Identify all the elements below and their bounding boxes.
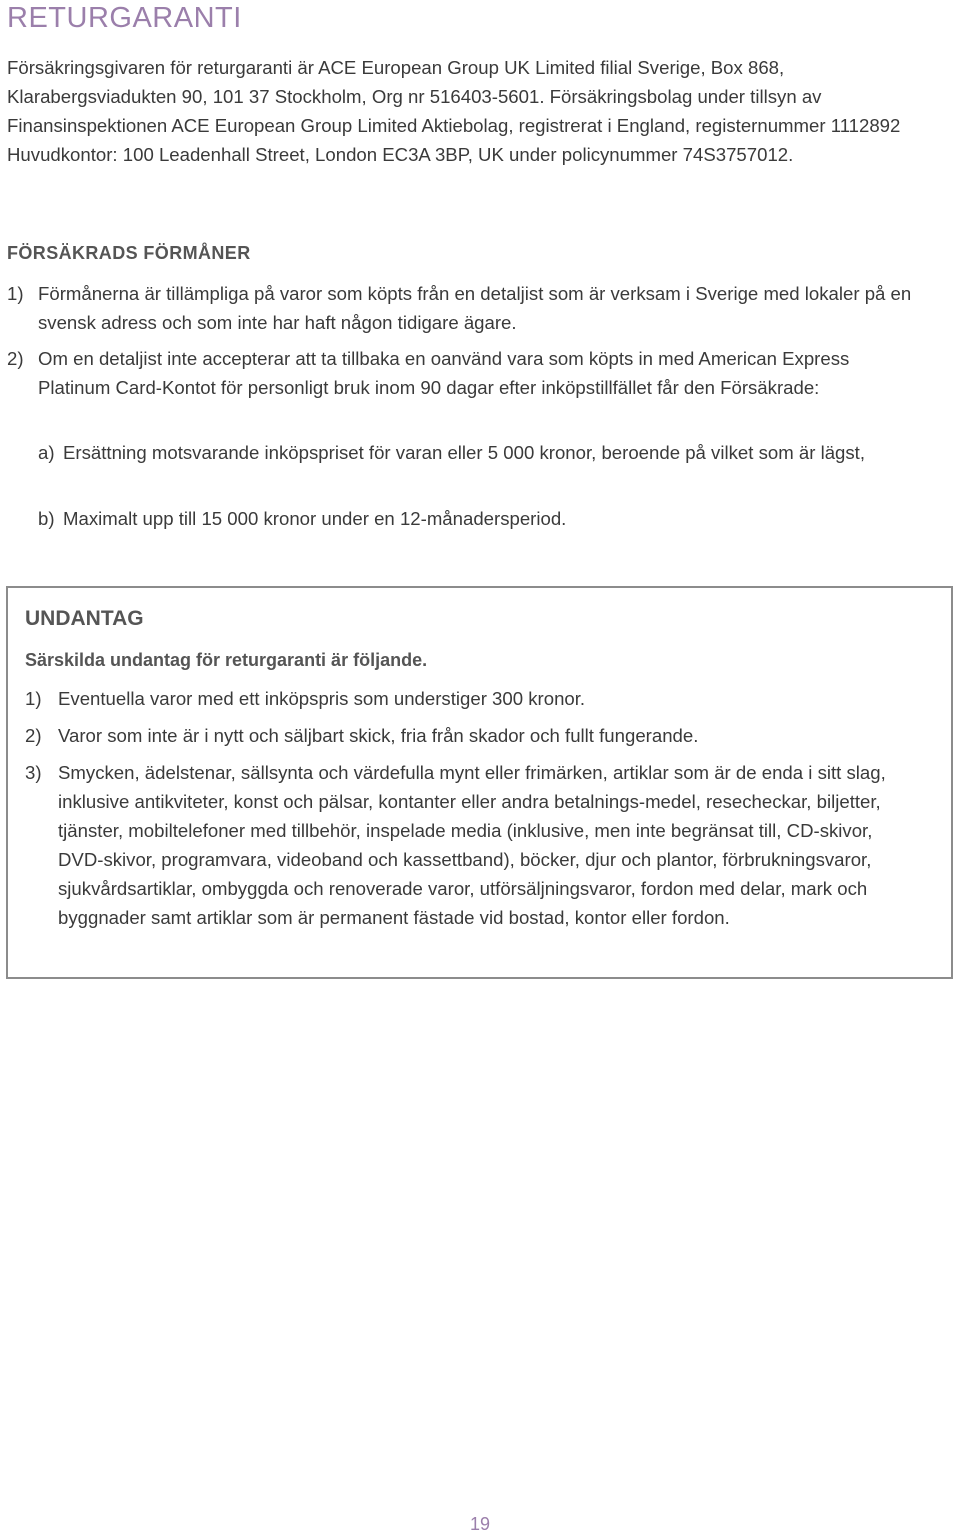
- page-number: 19: [469, 1514, 491, 1534]
- list-number: 2): [7, 348, 24, 369]
- exclusion-item-3: [25, 758, 905, 932]
- list-number: 1): [7, 283, 24, 304]
- benefit-item-2: [7, 344, 922, 402]
- exclusion-item-2: [25, 721, 905, 750]
- benefit-item-1: [7, 279, 922, 337]
- list-item-text: Smycken, ädelstenar, sällsynta och värdefulla mynt eller frimärken, artiklar som är de enda i sitt slag, inklusive antikviteter, konst och pälsar, kontanter eller andra betalnings-medel, resecheckar, biljetter, tjänster, mobiltelefoner med tillbehör, inspelade media (inklusive, men inte begränsat till, CD-skivor, DVD-skivor, programvara, videoband och kassettband), böcker, djur och plantor, förbrukningsvaror, sjukvårdsartiklar, ombyggda och renoverade varor, utförsäljningsvaror, fordon med delar, mark och byggnader samt artiklar som är permanent fästade vid bostad, kontor eller fordon.: [58, 762, 886, 928]
- list-number: 3): [25, 762, 42, 783]
- page-title: RETURGARANTI: [7, 2, 242, 34]
- benefits-heading: FÖRSÄKRADS FÖRMÅNER: [7, 243, 251, 263]
- list-item-text: Varor som inte är i nytt och säljbart skick, fria från skador och fullt fungerande.: [58, 725, 699, 746]
- list-letter: a): [38, 442, 55, 463]
- list-letter: b): [38, 508, 55, 529]
- list-item-text: Förmånerna är tillämpliga på varor som köpts från en detaljist som är verksam i Sverige med lokaler på en svensk adress och som inte har haft någon tidigare ägare.: [38, 283, 912, 333]
- benefit-subitem-a: [38, 438, 918, 467]
- exclusion-item-1: [25, 684, 905, 713]
- list-item-text: Maximalt upp till 15 000 kronor under en 12-månadersperiod.: [63, 508, 567, 529]
- exclusions-heading: UNDANTAG: [25, 607, 144, 630]
- list-item-text: Ersättning motsvarande inköpspriset för varan eller 5 000 kronor, beroende på vilket som är lägst,: [63, 442, 866, 463]
- list-number: 2): [25, 725, 42, 746]
- exclusions-box: [6, 586, 953, 979]
- exclusions-subheading: Särskilda undantag för returgaranti är följande.: [25, 650, 428, 670]
- list-number: 1): [25, 688, 42, 709]
- list-item-text: Om en detaljist inte accepterar att ta tillbaka en oanvänd vara som köpts in med American Express Platinum Card-Kontot för personligt bruk inom 90 dagar efter inköpstillfället får den Försäkrade:: [38, 348, 850, 398]
- intro-paragraph: Försäkringsgivaren för returgaranti är ACE European Group UK Limited filial Sverige, Box 868, Klarabergsviadukten 90, 101 37 Stockholm, Org nr 516403-5601. Försäkringsbolag under tillsyn av Finansinspektionen ACE European Group Limited Aktiebolag, registrerat i England, registernummer 1112892 Huvudkontor: 100 Leadenhall Street, London EC3A 3BP, UK under policynummer 74S3757012.: [7, 57, 901, 165]
- benefit-subitem-b: [38, 504, 918, 533]
- list-item-text: Eventuella varor med ett inköpspris som understiger 300 kronor.: [58, 688, 586, 709]
